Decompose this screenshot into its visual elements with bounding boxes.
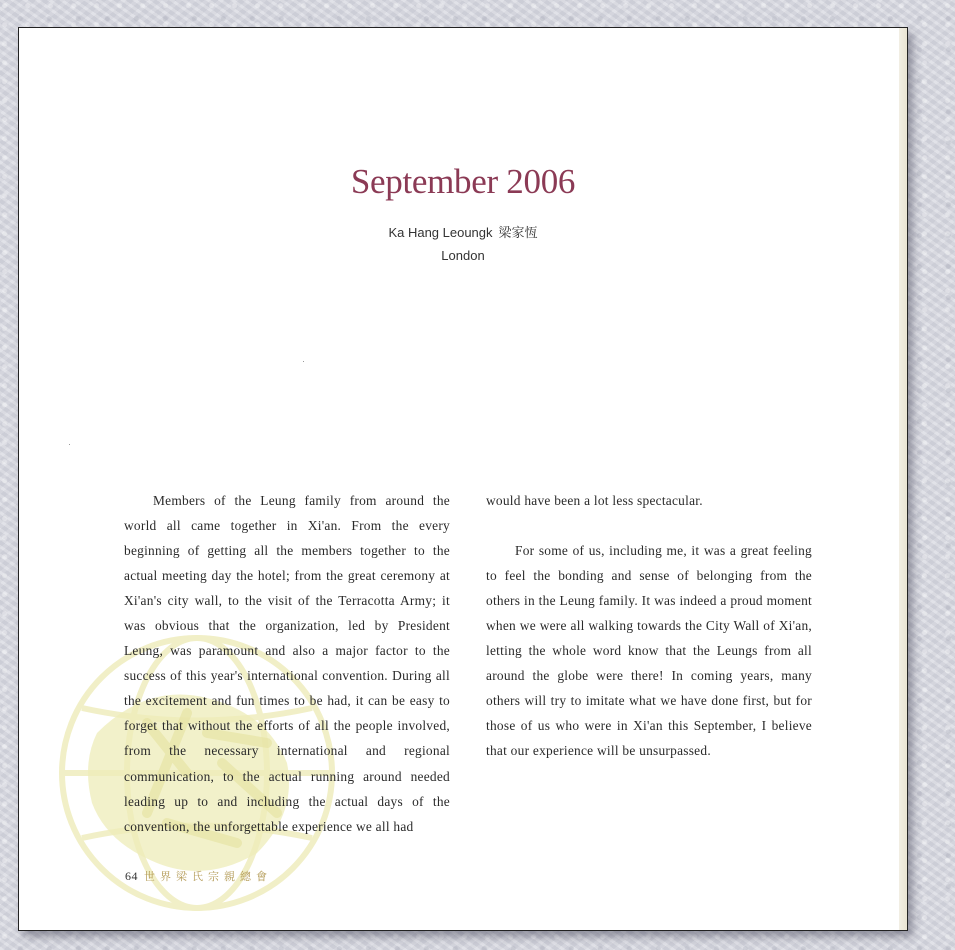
magazine-page [18,27,908,931]
author-location: London [441,248,485,263]
page-number: 64 [125,869,138,883]
author-line [19,222,907,245]
publication-name-chinese: 世界梁氏宗親總會 [144,870,272,883]
page-footer [125,868,272,884]
right-continuation: would have been a lot less spectacular. [486,493,703,508]
author-name: Ka Hang Leoungk [388,225,493,240]
speck [303,361,304,362]
speck [69,444,70,445]
byline [19,222,907,267]
author-name-chinese: 梁家恆 [498,226,538,241]
left-paragraph: Members of the Leung family from around the world all came together in Xi'an. From the every beginning of getting all the members together to the actual meeting day the hotel; from the great ceremony at Xi'an's city wall, to the visit of the Terracotta Army; it was obvious that the organization, led by President Leung, was paramount and also a major factor to the success of this year's international convention. During all the excitement and fun times to be had, it can be easy to forget that without the efforts of all the people involved, from the necessary international and regional communication, to the actual running around needed leading up to and including the actual days of the convention, the unforgettable experience we all had [124,493,450,834]
right-paragraph: For some of us, including me, it was a great feeling to feel the bonding and sense of belonging from the others in the Leung family. It was indeed a proud moment when we were all walking towards the City Wall of Xi'an, letting the whole word know that the Leungs from all around the globe were there! In coming years, many others will try to imitate what we have done first, but for those of us who were in Xi'an this September, I believe that our experience will be unsurpassed. [486,543,812,759]
left-column [124,488,450,839]
right-column [486,488,812,763]
article-title: September 2006 [350,162,576,201]
